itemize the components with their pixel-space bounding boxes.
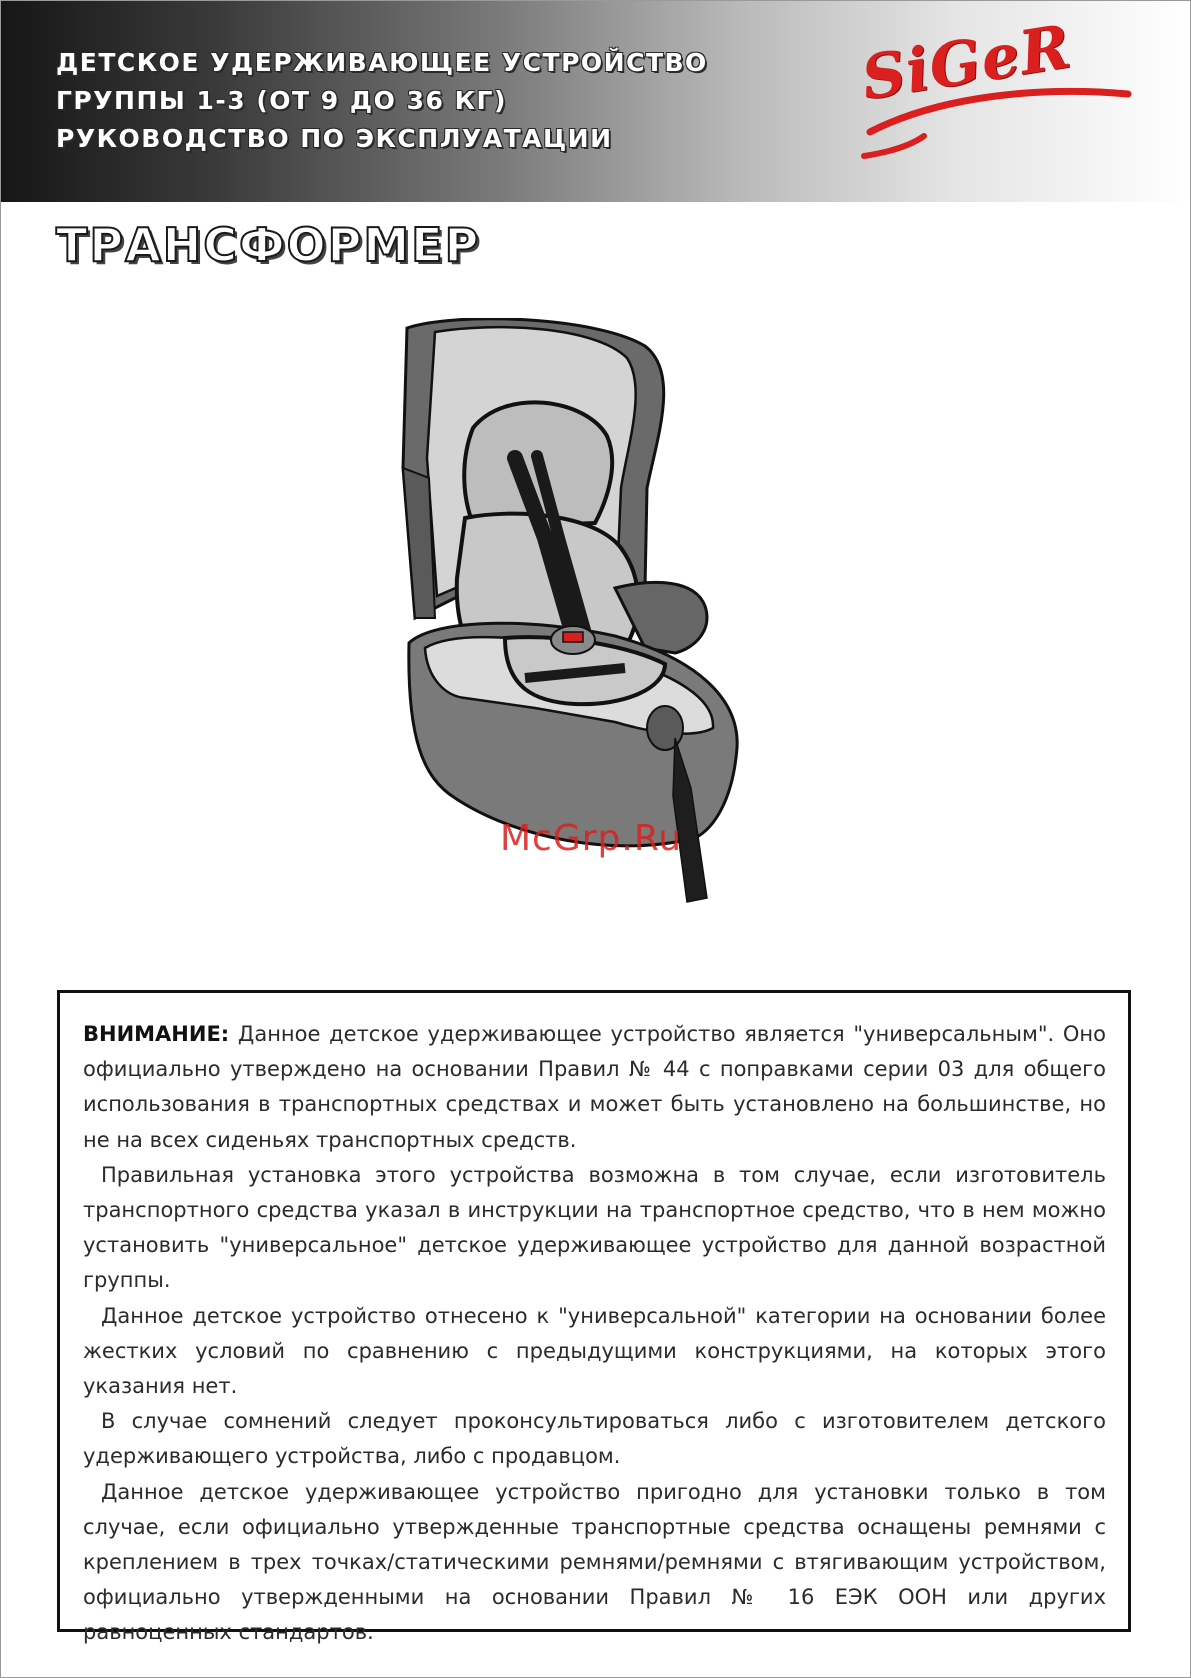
product-title: ТРАНСФОРМЕР — [56, 218, 481, 272]
header-title — [56, 44, 708, 158]
watermark: McGrp.Ru — [500, 818, 683, 859]
header-line-device: ДЕТСКОЕ УДЕРЖИВАЮЩЕЕ УСТРОЙСТВО — [56, 48, 708, 77]
brand-name: SiGeR — [857, 11, 1076, 114]
notice-paragraph-5: Данное детское удерживающее устройство пригодно для установки только в том случае, если официально утвержденные транспортные средства оснащены ремнями с креплением в трех точках/статическими ремнями/ремнями с втягивающим устройством, официально утвержденными на основании Правил № 16 ЕЭК ООН или других равноценных стандартов. — [83, 1479, 1106, 1645]
car-seat-illustration — [395, 318, 795, 968]
notice-paragraph-1-text: Данное детское удерживающее устройство является "универсальным". Оно официально утверждено на основании Правил № 44 с поправками серии 03 для общего использования в транспортных средствах и может быть установлено на большинстве, но не на всех сиденьях транспортных средств. — [83, 1022, 1106, 1152]
header-banner — [0, 0, 1191, 202]
header-line-manual: РУКОВОДСТВО ПО ЭКСПЛУАТАЦИИ — [56, 124, 613, 153]
notice-paragraph-3: Данное детское устройство отнесено к "универсальной" категории на основании более жестких условий по сравнению с предыдущими конструкциями, на которых этого указания нет. — [83, 1303, 1106, 1399]
header-line-group: ГРУППЫ 1-3 (ОТ 9 ДО 36 КГ) — [56, 86, 507, 115]
notice-paragraph-4: В случае сомнений следует проконсультироваться либо с изготовителем детского удерживающего устройства, либо с продавцом. — [83, 1409, 1106, 1469]
notice-lead: ВНИМАНИЕ: — [83, 1022, 230, 1046]
warning-notice-box — [57, 990, 1131, 1645]
notice-paragraph-1 — [83, 1017, 1106, 1158]
notice-paragraph-2: Правильная установка этого устройства возможна в том случае, если изготовитель транспортного средства указал в инструкции на транспортное средство, что в нем можно установить "универсальное" детское удерживающее устройство для данной возрастной группы. — [83, 1162, 1106, 1293]
brand-logo — [850, 11, 1150, 176]
